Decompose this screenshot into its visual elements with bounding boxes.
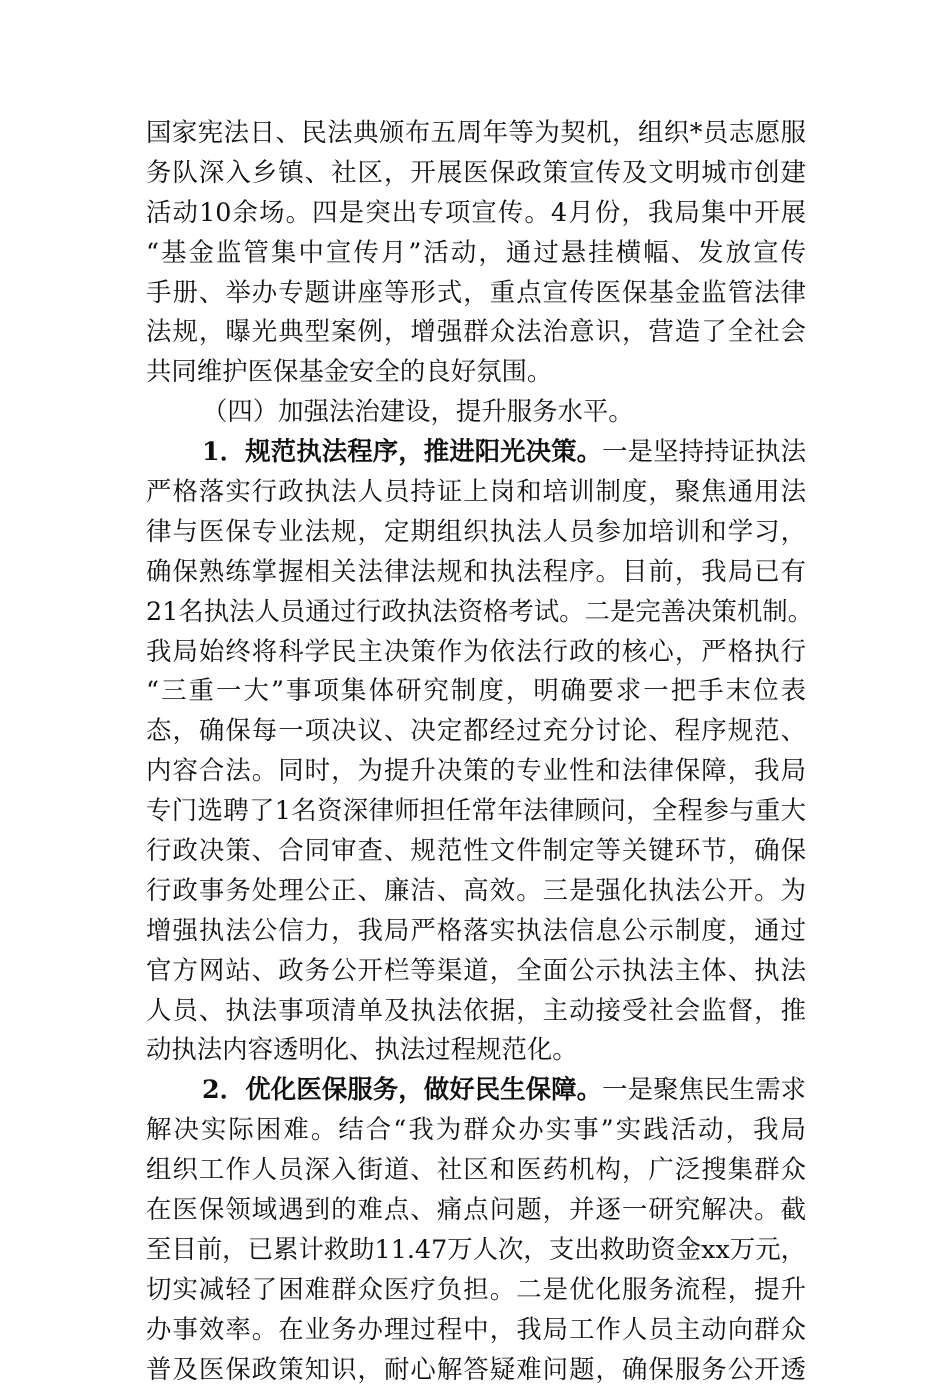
body-line: 在医保领域遇到的难点、痛点问题，并逐一研究解决。截	[146, 1194, 806, 1225]
body-line: 态，确保每一项决议、决定都经过充分讨论、程序规范、	[146, 715, 806, 746]
document-body	[146, 113, 814, 1390]
body-line: 律与医保专业法规，定期组织执法人员参加培训和学习，	[146, 515, 806, 546]
body-line: 组织工作人员深入街道、社区和医药机构，广泛搜集群众	[146, 1154, 806, 1185]
body-line: 法规，曝光典型案例，增强群众法治意识，营造了全社会	[146, 316, 806, 347]
body-line: 确保熟练掌握相关法律法规和执法程序。目前，我局已有	[146, 555, 806, 586]
body-line: 人员、执法事项清单及执法依据，主动接受社会监督，推	[146, 994, 806, 1025]
body-line: 至目前，已累计救助11.47万人次，支出救助资金xx万元，	[146, 1233, 806, 1264]
body-line: 严格落实行政执法人员持证上岗和培训制度，聚焦通用法	[146, 476, 806, 507]
body-line: 官方网站、政务公开栏等渠道，全面公示执法主体、执法	[146, 954, 806, 985]
body-line: 普及医保政策知识，耐心解答疑难问题，确保服务公开透	[146, 1353, 806, 1384]
body-line: 增强执法公信力，我局严格落实执法信息公示制度，通过	[146, 914, 806, 945]
body-line: 活动10余场。四是突出专项宣传。4月份，我局集中开展	[146, 196, 806, 227]
body-line: 手册、举办专题讲座等形式，重点宣传医保基金监管法律	[146, 276, 806, 307]
body-line: 务队深入乡镇、社区，开展医保政策宣传及文明城市创建	[146, 156, 806, 187]
body-line: “基金监管集中宣传月”活动，通过悬挂横幅、发放宣传	[146, 236, 806, 267]
item-2-title: 2．优化医保服务，做好民生保障。	[202, 1074, 603, 1105]
item-1-first-line	[146, 432, 806, 472]
body-line: 共同维护医保基金安全的良好氛围。	[146, 356, 553, 387]
item-2-first-line	[146, 1070, 806, 1110]
body-line: 切实减轻了困难群众医疗负担。二是优化服务流程，提升	[146, 1273, 806, 1304]
item-1-first-line-text: 一是坚持持证执法	[602, 436, 807, 467]
body-line: 内容合法。同时，为提升决策的专业性和法律保障，我局	[146, 755, 806, 786]
body-line: 解决实际困难。结合“我为群众办实事”实践活动，我局	[146, 1114, 806, 1145]
body-line: “三重一大”事项集体研究制度，明确要求一把手末位表	[146, 675, 806, 706]
body-line: 行政决策、合同审查、规范性文件制定等关键环节，确保	[146, 835, 806, 866]
body-line: 办事效率。在业务办理过程中，我局工作人员主动向群众	[146, 1313, 806, 1344]
body-line: 国家宪法日、民法典颁布五周年等为契机，组织*员志愿服	[146, 117, 806, 147]
item-1-title: 1．规范执法程序，推进阳光决策。	[202, 436, 603, 467]
body-line: 专门选聘了1名资深律师担任常年法律顾问，全程参与重大	[146, 795, 806, 826]
body-line: 我局始终将科学民主决策作为依法行政的核心，严格执行	[146, 635, 806, 666]
item-2-first-line-text: 一是聚焦民生需求	[602, 1074, 807, 1105]
body-line: 21名执法人员通过行政执法资格考试。二是完善决策机制。	[146, 595, 814, 626]
section-heading: （四）加强法治建设，提升服务水平。	[202, 396, 634, 427]
body-line: 行政事务处理公正、廉洁、高效。三是强化执法公开。为	[146, 874, 806, 905]
body-line: 动执法内容透明化、执法过程规范化。	[146, 1034, 578, 1065]
